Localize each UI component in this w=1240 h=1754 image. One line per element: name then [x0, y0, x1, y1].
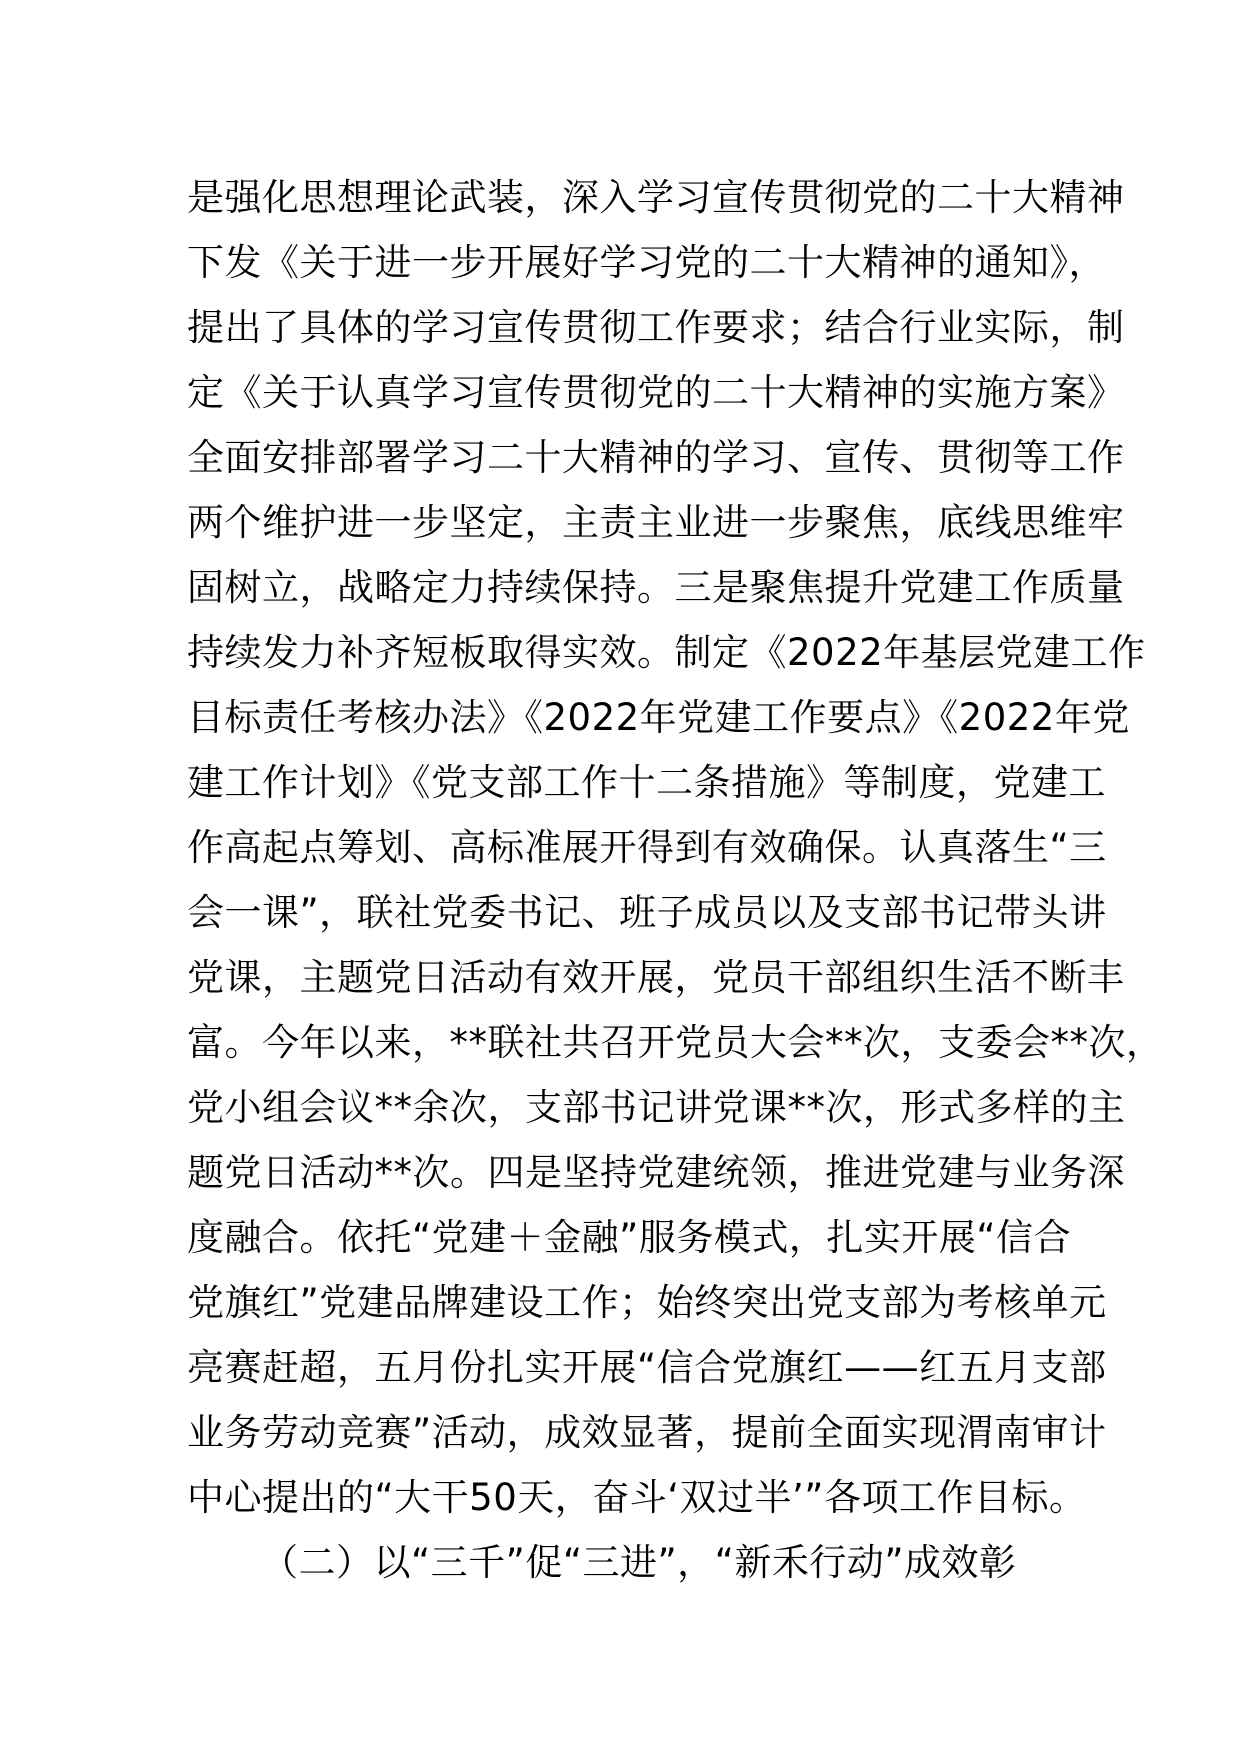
text-line: 党小组会议**余次，支部书记讲党课**次，形式多样的主	[187, 1086, 1126, 1129]
text-line: 下发《关于进一步开展好学习党的二十大精神的通知》，	[187, 241, 1106, 284]
text-line: 固树立，战略定力持续保持。三是聚焦提升党建工作质量	[187, 566, 1125, 609]
text-line: 会一课”，联社党委书记、班子成员以及支部书记带头讲	[187, 891, 1107, 934]
text-line: 题党日活动**次。四是坚持党建统领，推进党建与业务深	[187, 1151, 1125, 1194]
text-line: 是强化思想理论武装，深入学习宣传贯彻党的二十大精神	[187, 176, 1125, 219]
text-line: 提出了具体的学习宣传贯彻工作要求；结合行业实际，制	[187, 306, 1125, 349]
text-line: 持续发力补齐短板取得实效。制定《2022年基层党建工作	[187, 631, 1146, 674]
text-line: 两个维护进一步坚定，主责主业进一步聚焦，底线思维牢	[187, 501, 1125, 544]
text-line: 定《关于认真学习宣传贯彻党的二十大精神的实施方案》	[187, 371, 1125, 414]
body-text	[187, 165, 1164, 1595]
text-line: 度融合。依托“党建＋金融”服务模式，扎实开展“信合	[187, 1216, 1072, 1259]
text-line: 全面安排部署学习二十大精神的学习、宣传、贯彻等工作	[187, 436, 1125, 479]
text-line: 党旗红”党建品牌建设工作；始终突出党支部为考核单元	[187, 1281, 1107, 1324]
text-line: 党课，主题党日活动有效开展，党员干部组织生活不断丰	[187, 956, 1125, 999]
section-heading: （二）以“三千”促“三进”，“新禾行动”成效彰	[261, 1541, 1017, 1584]
text-line: 亮赛赶超，五月份扎实开展“信合党旗红——红五月支部	[187, 1346, 1107, 1389]
text-line: 建工作计划》《党支部工作十二条措施》等制度，党建工	[187, 761, 1106, 804]
text-line: 富。今年以来，**联社共召开党员大会**次，支委会**次，	[187, 1021, 1164, 1064]
text-line: 业务劳动竞赛”活动，成效显著，提前全面实现渭南审计	[187, 1411, 1107, 1454]
text-line: 作高起点筹划、高标准展开得到有效确保。认真落生“三	[187, 826, 1107, 869]
text-line: 中心提出的“大干50天，奋斗‘双过半’”各项工作目标。	[187, 1476, 1087, 1519]
text-line: 目标责任考核办法》《2022年党建工作要点》《2022年党	[187, 696, 1130, 739]
